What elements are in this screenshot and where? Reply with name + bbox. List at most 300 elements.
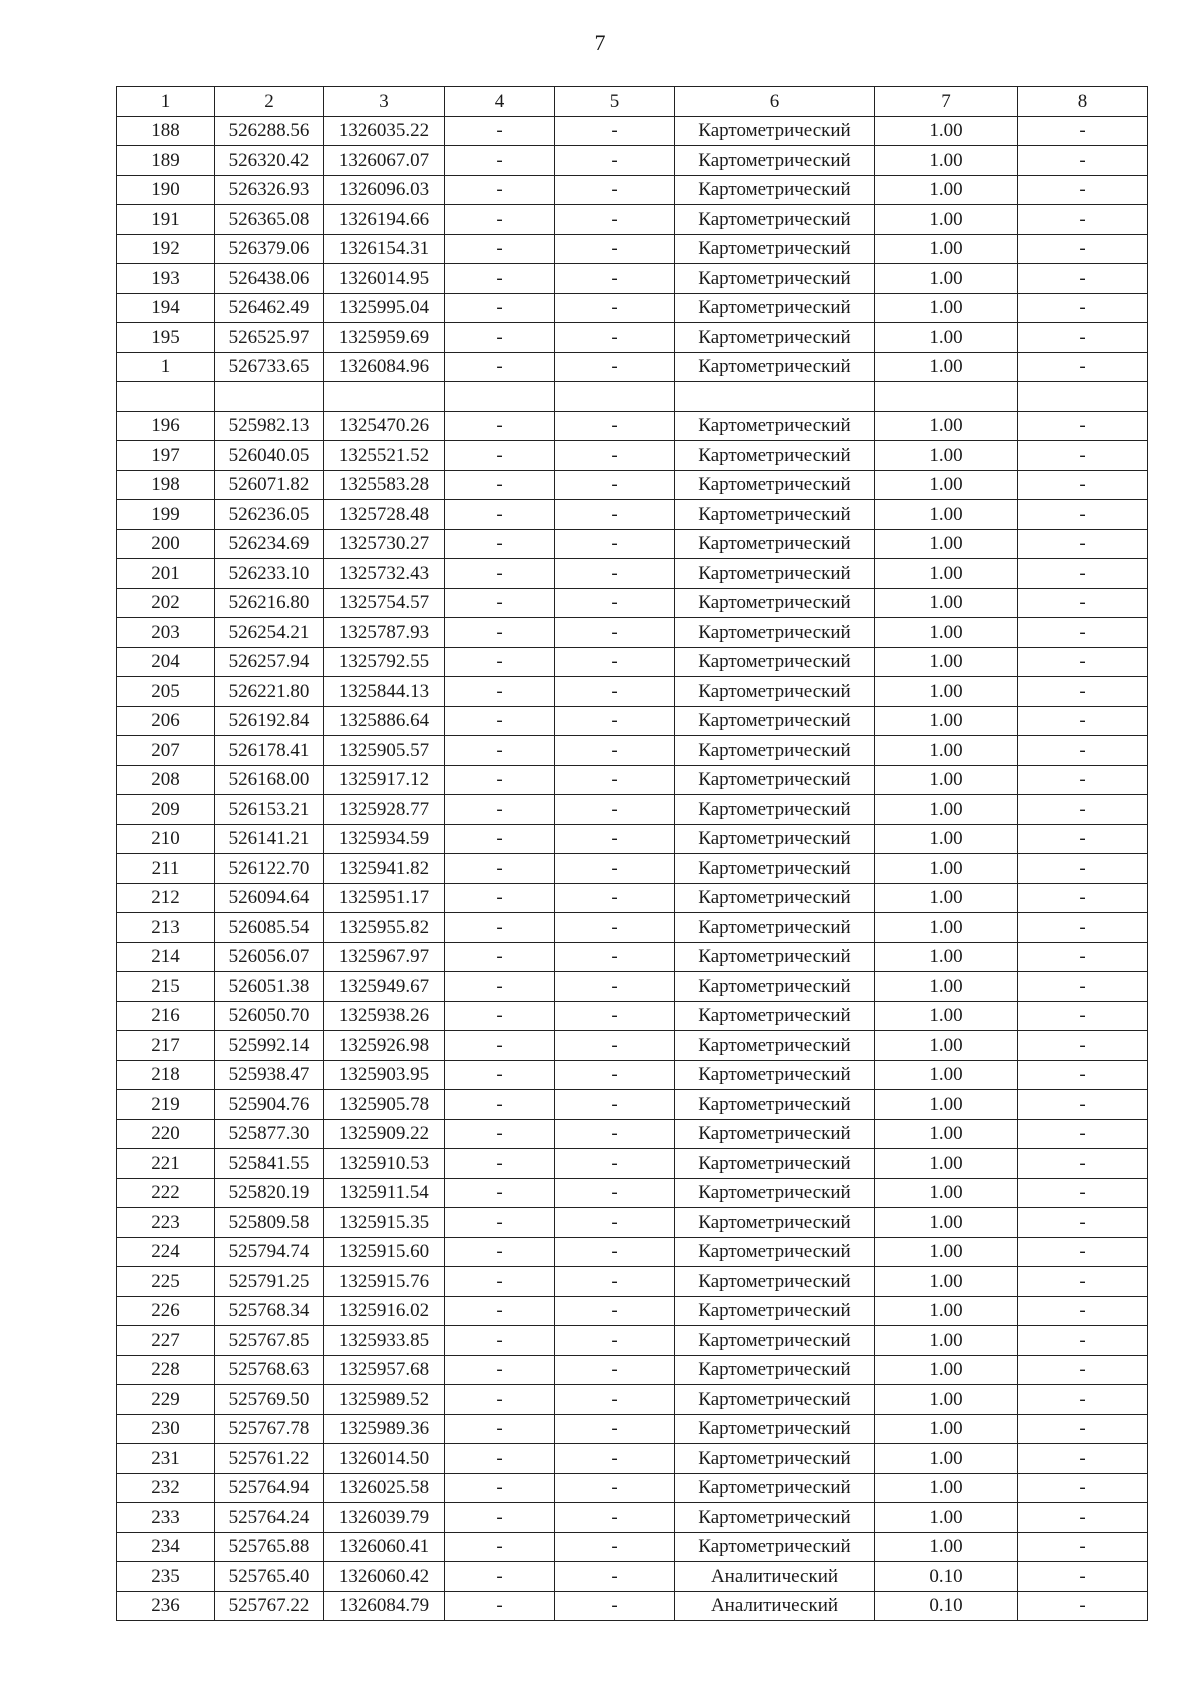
table-cell: 217 <box>117 1031 215 1061</box>
table-cell: 526379.06 <box>215 234 324 264</box>
table-cell: - <box>1018 264 1148 294</box>
table-cell: 1325787.93 <box>324 618 445 648</box>
table-cell: 234 <box>117 1532 215 1562</box>
table-cell: - <box>1018 323 1148 353</box>
table-cell: 1.00 <box>875 736 1018 766</box>
table-cell: Картометрический <box>675 942 875 972</box>
table-cell: 1.00 <box>875 588 1018 618</box>
table-cell: - <box>555 1119 675 1149</box>
table-cell: 525767.85 <box>215 1326 324 1356</box>
table-cell: - <box>1018 588 1148 618</box>
table-row <box>117 677 1148 707</box>
table-cell: - <box>445 293 555 323</box>
table-cell: 226 <box>117 1296 215 1326</box>
table-row <box>117 205 1148 235</box>
table-row <box>117 1208 1148 1238</box>
table-cell: Картометрический <box>675 175 875 205</box>
table-cell: - <box>555 795 675 825</box>
table-cell: Картометрический <box>675 1444 875 1474</box>
table-row <box>117 1149 1148 1179</box>
table-cell: 526320.42 <box>215 146 324 176</box>
table-cell: Картометрический <box>675 1178 875 1208</box>
table-cell: 525761.22 <box>215 1444 324 1474</box>
table-cell: 1.00 <box>875 411 1018 441</box>
table-row <box>117 795 1148 825</box>
table-cell <box>675 382 875 412</box>
table-cell: 1.00 <box>875 1444 1018 1474</box>
table-cell: 1.00 <box>875 264 1018 294</box>
table-cell: 1.00 <box>875 1296 1018 1326</box>
table-cell: 1.00 <box>875 559 1018 589</box>
table-cell: 199 <box>117 500 215 530</box>
table-cell: 526288.56 <box>215 116 324 146</box>
table-cell: 1326084.96 <box>324 352 445 382</box>
table-cell: - <box>555 411 675 441</box>
table-cell: 1325955.82 <box>324 913 445 943</box>
table-cell: 525820.19 <box>215 1178 324 1208</box>
table-cell: Картометрический <box>675 500 875 530</box>
table-cell: 1.00 <box>875 765 1018 795</box>
table-cell: 194 <box>117 293 215 323</box>
table-cell: - <box>1018 1503 1148 1533</box>
table-cell: 1.00 <box>875 854 1018 884</box>
table-cell: 203 <box>117 618 215 648</box>
table-cell: Картометрический <box>675 1267 875 1297</box>
table-cell: - <box>555 913 675 943</box>
table-cell: 224 <box>117 1237 215 1267</box>
table-row <box>117 175 1148 205</box>
table-cell: Картометрический <box>675 441 875 471</box>
table-cell: - <box>445 1326 555 1356</box>
table-cell: 1.00 <box>875 883 1018 913</box>
table-cell: 525768.63 <box>215 1355 324 1385</box>
table-cell: 233 <box>117 1503 215 1533</box>
table-cell: - <box>555 470 675 500</box>
table-cell: Картометрический <box>675 1001 875 1031</box>
table-cell: 1325910.53 <box>324 1149 445 1179</box>
table-cell: 1325903.95 <box>324 1060 445 1090</box>
table-cell: 1325730.27 <box>324 529 445 559</box>
table-cell: 525765.88 <box>215 1532 324 1562</box>
table-cell: 526525.97 <box>215 323 324 353</box>
table-cell: - <box>1018 1326 1148 1356</box>
table-cell: 1.00 <box>875 647 1018 677</box>
table-cell: 525982.13 <box>215 411 324 441</box>
table-row <box>117 529 1148 559</box>
table-cell: - <box>1018 1355 1148 1385</box>
table-cell: 1325915.35 <box>324 1208 445 1238</box>
table-cell: 526233.10 <box>215 559 324 589</box>
table-cell: - <box>445 588 555 618</box>
table-cell: 1326025.58 <box>324 1473 445 1503</box>
table-cell: - <box>555 1473 675 1503</box>
table-cell: Картометрический <box>675 1503 875 1533</box>
table-cell: 1326014.50 <box>324 1444 445 1474</box>
table-cell: - <box>1018 1208 1148 1238</box>
table-cell: 1325959.69 <box>324 323 445 353</box>
table-cell: - <box>555 234 675 264</box>
table-cell: - <box>1018 1237 1148 1267</box>
table-row <box>117 470 1148 500</box>
table-row <box>117 323 1148 353</box>
table-cell: 1325995.04 <box>324 293 445 323</box>
table-row <box>117 1119 1148 1149</box>
table-row <box>117 1237 1148 1267</box>
table-cell: 1.00 <box>875 1001 1018 1031</box>
table-cell: 1325951.17 <box>324 883 445 913</box>
table-cell: 1325844.13 <box>324 677 445 707</box>
table-cell: 525904.76 <box>215 1090 324 1120</box>
table-cell: 1.00 <box>875 1326 1018 1356</box>
table-cell: 1325933.85 <box>324 1326 445 1356</box>
table-cell: 1325916.02 <box>324 1296 445 1326</box>
table-cell: - <box>555 1178 675 1208</box>
table-row <box>117 1444 1148 1474</box>
table-row <box>117 352 1148 382</box>
table-cell: 220 <box>117 1119 215 1149</box>
table-cell: - <box>1018 913 1148 943</box>
table-cell: - <box>445 736 555 766</box>
table-header-row <box>117 87 1148 117</box>
table-cell <box>1018 382 1148 412</box>
table-cell: - <box>445 1355 555 1385</box>
table-row <box>117 1326 1148 1356</box>
table-cell: - <box>1018 1444 1148 1474</box>
table-cell: Картометрический <box>675 559 875 589</box>
header-cell: 6 <box>675 87 875 117</box>
table-row <box>117 1562 1148 1592</box>
table-row <box>117 1355 1148 1385</box>
table-cell <box>555 382 675 412</box>
table-cell: - <box>445 1149 555 1179</box>
table-cell: - <box>445 352 555 382</box>
table-cell: 1325754.57 <box>324 588 445 618</box>
table-cell: 205 <box>117 677 215 707</box>
table-cell: Картометрический <box>675 913 875 943</box>
table-cell: Картометрический <box>675 1119 875 1149</box>
table-row <box>117 1532 1148 1562</box>
table-cell: - <box>555 500 675 530</box>
table-cell: - <box>1018 854 1148 884</box>
table-cell <box>875 382 1018 412</box>
table-cell: Картометрический <box>675 146 875 176</box>
table-cell: - <box>1018 352 1148 382</box>
table-cell: - <box>445 559 555 589</box>
table-row <box>117 500 1148 530</box>
table-cell: Картометрический <box>675 972 875 1002</box>
table-cell: Картометрический <box>675 618 875 648</box>
table-cell: 525791.25 <box>215 1267 324 1297</box>
table-cell: - <box>555 1503 675 1533</box>
table-cell: 1.00 <box>875 972 1018 1002</box>
table-cell: - <box>1018 116 1148 146</box>
table-cell: 525769.50 <box>215 1385 324 1415</box>
table-cell: 211 <box>117 854 215 884</box>
table-cell: - <box>1018 795 1148 825</box>
table-cell: Картометрический <box>675 706 875 736</box>
table-cell: - <box>555 1060 675 1090</box>
table-cell: - <box>445 883 555 913</box>
table-cell: - <box>445 234 555 264</box>
table-cell: - <box>1018 647 1148 677</box>
table-cell: 526192.84 <box>215 706 324 736</box>
table-cell: 189 <box>117 146 215 176</box>
table-row <box>117 706 1148 736</box>
table-cell: - <box>555 1562 675 1592</box>
table-cell: Картометрический <box>675 264 875 294</box>
table-cell: 201 <box>117 559 215 589</box>
table-cell: Картометрический <box>675 1414 875 1444</box>
table-cell: - <box>555 146 675 176</box>
table-cell: - <box>555 736 675 766</box>
table-cell: 1.00 <box>875 1532 1018 1562</box>
table-cell: 1325886.64 <box>324 706 445 736</box>
table-cell: 525764.24 <box>215 1503 324 1533</box>
table-row <box>117 647 1148 677</box>
table-cell: 526141.21 <box>215 824 324 854</box>
table-cell: 207 <box>117 736 215 766</box>
table-cell: 1325928.77 <box>324 795 445 825</box>
table-row <box>117 1267 1148 1297</box>
table-cell <box>324 382 445 412</box>
table-cell: 526221.80 <box>215 677 324 707</box>
table-cell: - <box>1018 1385 1148 1415</box>
table-cell: 1.00 <box>875 116 1018 146</box>
table-cell: Картометрический <box>675 323 875 353</box>
table-cell: 526040.05 <box>215 441 324 471</box>
table-cell: 214 <box>117 942 215 972</box>
table-cell: 1325949.67 <box>324 972 445 1002</box>
table-cell: 1326035.22 <box>324 116 445 146</box>
table-cell: 526216.80 <box>215 588 324 618</box>
table-cell: - <box>555 529 675 559</box>
table-cell: 1325911.54 <box>324 1178 445 1208</box>
table-cell: - <box>1018 618 1148 648</box>
table-cell: Картометрический <box>675 205 875 235</box>
table-cell: 204 <box>117 647 215 677</box>
table-cell: - <box>445 175 555 205</box>
table-cell: 526094.64 <box>215 883 324 913</box>
table-cell: 1326014.95 <box>324 264 445 294</box>
table-cell: - <box>555 1326 675 1356</box>
table-cell: 1.00 <box>875 1414 1018 1444</box>
table-cell: - <box>555 942 675 972</box>
table-cell: 1.00 <box>875 293 1018 323</box>
table-row <box>117 1296 1148 1326</box>
table-cell: 196 <box>117 411 215 441</box>
table-row <box>117 618 1148 648</box>
table-cell: - <box>1018 205 1148 235</box>
table-cell: - <box>555 1267 675 1297</box>
table-cell: 1325941.82 <box>324 854 445 884</box>
table-cell: Картометрический <box>675 470 875 500</box>
table-cell: - <box>555 706 675 736</box>
table-row <box>117 765 1148 795</box>
table-cell: Аналитический <box>675 1591 875 1621</box>
table-cell: - <box>1018 146 1148 176</box>
table-cell: 1.00 <box>875 441 1018 471</box>
table-cell: Картометрический <box>675 677 875 707</box>
table-cell: - <box>555 824 675 854</box>
table-cell: - <box>445 116 555 146</box>
table-body <box>117 116 1148 1621</box>
table-cell: - <box>445 323 555 353</box>
table-cell: - <box>445 1060 555 1090</box>
table-cell: 526071.82 <box>215 470 324 500</box>
table-cell: 212 <box>117 883 215 913</box>
table-cell: 218 <box>117 1060 215 1090</box>
table-cell: 1325905.78 <box>324 1090 445 1120</box>
table-cell: Картометрический <box>675 352 875 382</box>
table-cell: - <box>555 1149 675 1179</box>
table-cell: 526462.49 <box>215 293 324 323</box>
table-cell: 1325521.52 <box>324 441 445 471</box>
table-cell: 1.00 <box>875 706 1018 736</box>
table-cell: - <box>445 1444 555 1474</box>
table-cell: 200 <box>117 529 215 559</box>
table-cell: 235 <box>117 1562 215 1592</box>
table-cell: 1.00 <box>875 529 1018 559</box>
table-cell: Картометрический <box>675 854 875 884</box>
table-cell: 526085.54 <box>215 913 324 943</box>
table-cell: 221 <box>117 1149 215 1179</box>
table-cell: - <box>445 1237 555 1267</box>
table-cell: - <box>445 1178 555 1208</box>
table-row <box>117 1060 1148 1090</box>
table-cell: - <box>445 1031 555 1061</box>
table-cell: Картометрический <box>675 411 875 441</box>
table-cell: 192 <box>117 234 215 264</box>
header-cell: 2 <box>215 87 324 117</box>
table-cell: - <box>1018 441 1148 471</box>
table-cell: 1326096.03 <box>324 175 445 205</box>
table-cell: 190 <box>117 175 215 205</box>
table-row <box>117 883 1148 913</box>
table-cell: 1326039.79 <box>324 1503 445 1533</box>
table-cell: - <box>1018 559 1148 589</box>
table-cell: 525765.40 <box>215 1562 324 1592</box>
table-cell: 1325909.22 <box>324 1119 445 1149</box>
table-cell: 1.00 <box>875 500 1018 530</box>
table-cell: 1.00 <box>875 1237 1018 1267</box>
table-row <box>117 824 1148 854</box>
table-cell: 525841.55 <box>215 1149 324 1179</box>
table-cell: - <box>1018 1178 1148 1208</box>
table-cell: 526056.07 <box>215 942 324 972</box>
table-cell: - <box>445 1503 555 1533</box>
table-cell: 223 <box>117 1208 215 1238</box>
table-cell: 1.00 <box>875 1473 1018 1503</box>
table-cell: - <box>555 1591 675 1621</box>
table-cell: 1326067.07 <box>324 146 445 176</box>
table-row <box>117 1090 1148 1120</box>
table-cell: 213 <box>117 913 215 943</box>
table-cell: Картометрический <box>675 1532 875 1562</box>
table-cell: 1.00 <box>875 146 1018 176</box>
table-cell: 198 <box>117 470 215 500</box>
table-cell: - <box>445 1385 555 1415</box>
table-cell: 1.00 <box>875 1208 1018 1238</box>
table-cell: - <box>1018 1473 1148 1503</box>
table-cell: 526051.38 <box>215 972 324 1002</box>
table-cell: 225 <box>117 1267 215 1297</box>
header-cell: 7 <box>875 87 1018 117</box>
table-cell: Картометрический <box>675 795 875 825</box>
table-cell: - <box>555 559 675 589</box>
table-cell: - <box>445 1119 555 1149</box>
table-cell: 1.00 <box>875 352 1018 382</box>
table-cell: - <box>555 323 675 353</box>
table-cell: - <box>1018 411 1148 441</box>
table-cell: 1.00 <box>875 1385 1018 1415</box>
table-cell: - <box>555 1001 675 1031</box>
table-cell: - <box>1018 1090 1148 1120</box>
table-cell: 193 <box>117 264 215 294</box>
table-cell: 1.00 <box>875 175 1018 205</box>
table-cell: - <box>1018 824 1148 854</box>
table-cell: - <box>445 824 555 854</box>
header-cell: 8 <box>1018 87 1148 117</box>
table-cell: Картометрический <box>675 529 875 559</box>
table-cell: - <box>1018 1562 1148 1592</box>
table-row <box>117 1178 1148 1208</box>
table-cell: Картометрический <box>675 883 875 913</box>
table-cell: 1325905.57 <box>324 736 445 766</box>
table-cell: 219 <box>117 1090 215 1120</box>
header-cell: 3 <box>324 87 445 117</box>
table-cell: - <box>1018 972 1148 1002</box>
table-cell: 1325583.28 <box>324 470 445 500</box>
table-cell: - <box>1018 529 1148 559</box>
table-cell: - <box>1018 175 1148 205</box>
table-cell: 526438.06 <box>215 264 324 294</box>
table-cell: 232 <box>117 1473 215 1503</box>
table-cell: - <box>1018 500 1148 530</box>
table-cell: 222 <box>117 1178 215 1208</box>
table-cell: Картометрический <box>675 293 875 323</box>
table-cell: 208 <box>117 765 215 795</box>
table-cell: 1.00 <box>875 470 1018 500</box>
table-cell: - <box>555 1444 675 1474</box>
table-cell: 230 <box>117 1414 215 1444</box>
table-cell: 1326194.66 <box>324 205 445 235</box>
table-cell: 525767.78 <box>215 1414 324 1444</box>
table-cell: - <box>555 588 675 618</box>
table-cell: - <box>445 1090 555 1120</box>
table-cell: Аналитический <box>675 1562 875 1592</box>
table-cell: Картометрический <box>675 1060 875 1090</box>
table-cell: 1325926.98 <box>324 1031 445 1061</box>
table-cell: 1.00 <box>875 618 1018 648</box>
table-row <box>117 559 1148 589</box>
table-cell: 526257.94 <box>215 647 324 677</box>
table-cell: - <box>1018 1001 1148 1031</box>
page-number: 7 <box>594 30 606 55</box>
table-cell: 1.00 <box>875 1149 1018 1179</box>
table-cell: 206 <box>117 706 215 736</box>
table-cell: - <box>445 1001 555 1031</box>
table-row <box>117 146 1148 176</box>
table-row <box>117 854 1148 884</box>
table-cell: Картометрический <box>675 1031 875 1061</box>
header-cell: 4 <box>445 87 555 117</box>
table-cell: 1.00 <box>875 1178 1018 1208</box>
table-cell: Картометрический <box>675 234 875 264</box>
table-cell: 1 <box>117 352 215 382</box>
table-row <box>117 293 1148 323</box>
table-cell: Картометрический <box>675 116 875 146</box>
table-cell: 231 <box>117 1444 215 1474</box>
